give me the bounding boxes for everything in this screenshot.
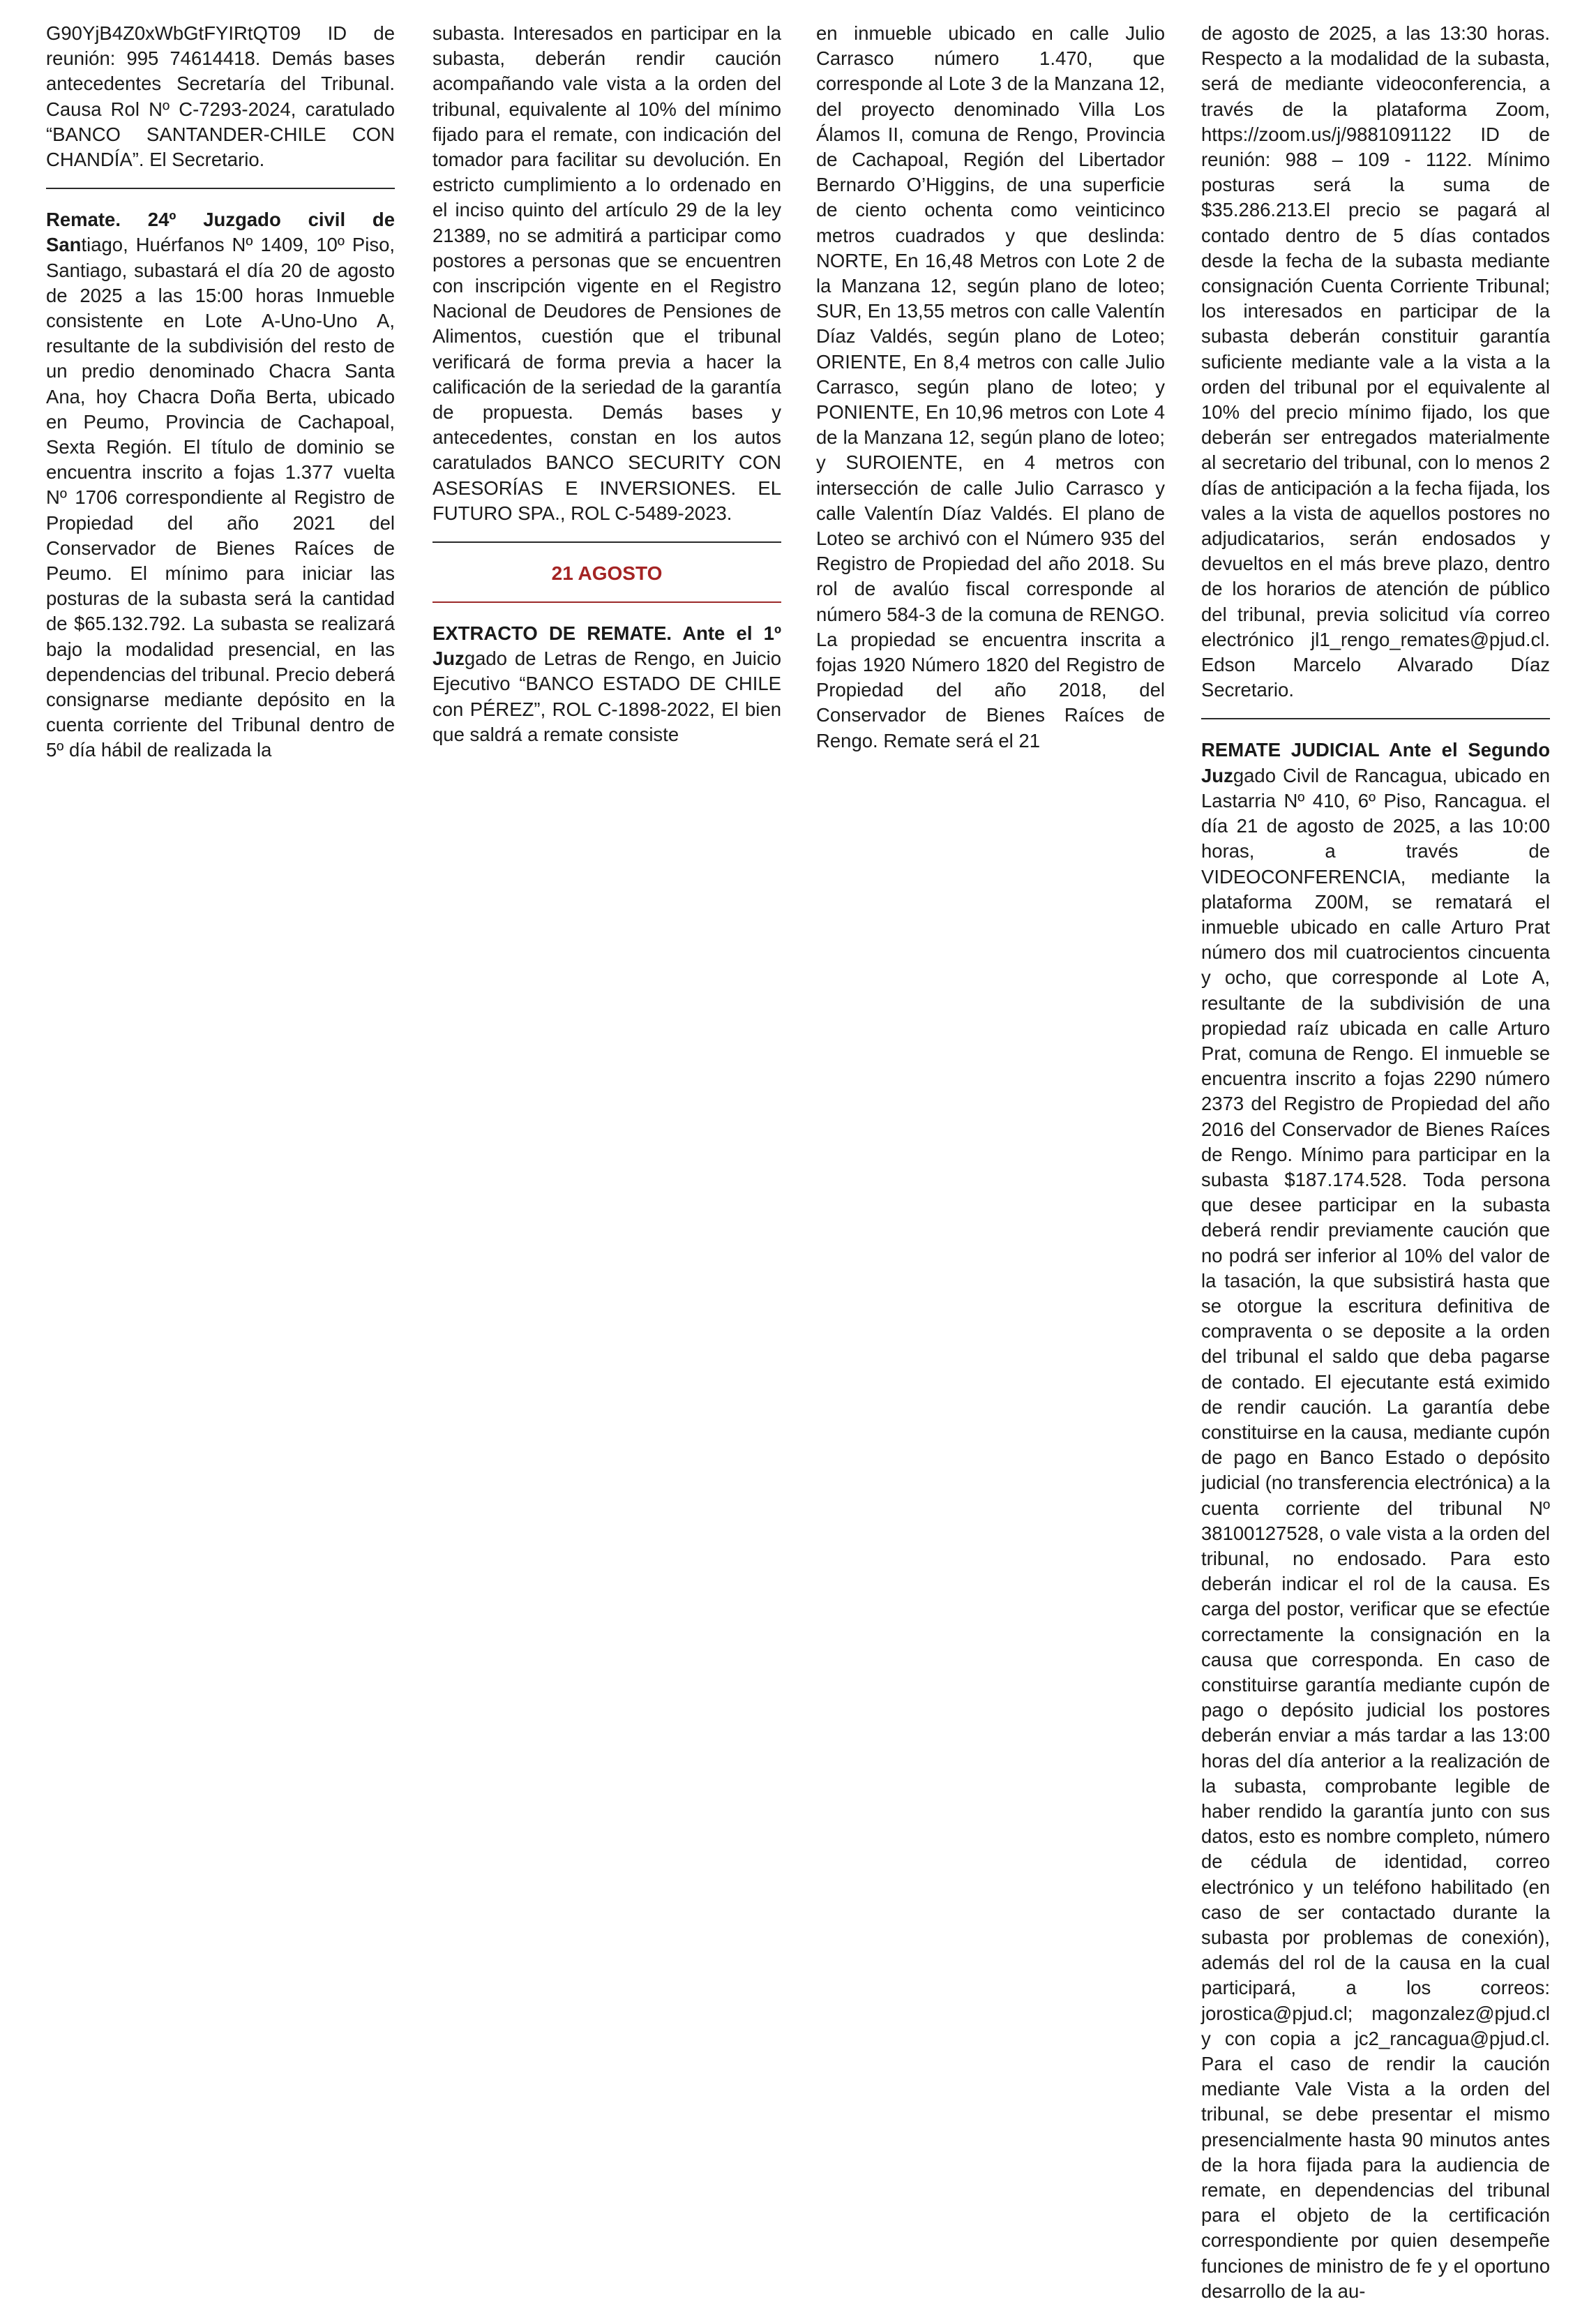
notice-divider xyxy=(1201,718,1550,719)
notice-continuation xyxy=(46,21,395,172)
notice-continuation xyxy=(816,21,1165,754)
notice-remate-24-juzgado xyxy=(46,207,395,763)
section-divider-top xyxy=(432,541,781,543)
notice-continuation xyxy=(432,21,781,526)
column-1 xyxy=(46,21,395,763)
notice-text: gado Civil de Rancagua, ubicado en Lastarria Nº 410, 6º Piso, Rancagua. el día 21 de agosto de 2025, a las 10:00 horas, a través de VIDEOCONFERENCIA, mediante la plataforma Z00M, se rematará el inmueble ubicado en calle Arturo Prat número dos mil cuatrocientos cincuenta y ocho, que corresponde al Lote A, resultante de la subdivisión de una propiedad raíz ubicada en calle Arturo Prat, comuna de Rengo. El inmueble se encuentra inscrito a fojas 2290 número 2373 del Registro de Propiedad del año 2016 del Conservador de Bienes Raíces de Rengo. Mínimo para participar en la subasta $187.174.528. Toda persona que desee participar en la subasta deberá rendir previamente caución que no podrá ser inferior al 10% del valor de la tasación, la que subsistirá hasta que se otorgue la escritura definitiva de compraventa o se deposite a la orden del tribunal el saldo que deba pagarse de contado. El ejecutante está eximido de rendir caución. La garantía debe constituirse en la causa, mediante cupón de pago en Banco Estado o depósito judicial (no transferencia electrónica) a la cuenta corriente del tribunal Nº 38100127528, o vale vista a la orden del tribunal, no endosado. Para esto deberán indicar el rol de la causa. Es carga del postor, verificar que se efectúe correctamente la consignación en la causa que corresponda. En caso de constituirse garantía mediante cupón de pago o depósito judicial los postores deberán enviar a más tardar a las 13:00 horas del día anterior a la realización de la subasta, comprobante legible de haber rendido la garantía junto con sus datos, esto es nombre completo, número de cédula de identidad, correo electrónico y un teléfono habilitado (en caso de ser contactado durante la subasta por problemas de conexión), además del rol de la causa en la cual participará, a los correos: jorostica@pjud.cl; magonzalez@pjud.cl y con copia a jc2_rancagua@pjud.cl. Para el caso de rendir la caución mediante Vale Vista a la orden del tribunal, se debe presentar el mismo presencialmente hasta 90 minutos antes de la hora fijada para la audiencia de remate, en dependencias del tribunal para el objeto de la certificación correspondiente por quien desempeñe funciones de ministro de fe y el oportuno desarrollo de la au- xyxy=(1201,764,1550,2302)
notice-divider xyxy=(46,188,395,189)
notice-extracto-de-remate xyxy=(432,621,781,747)
notice-lead: Remate. 24º Juzgado civil de San xyxy=(46,209,395,256)
notice-text: G90YjB4Z0xWbGtFYIRtQT09 ID de reunión: 995 74614418. Demás bases antecedentes Secretaría del Tribunal. Causa Rol Nº C-7293-2024, caratulado “BANCO SANTANDER-CHILE CON CHANDÍA”. El Secretario. xyxy=(46,22,395,171)
notice-text: gado de Letras de Rengo, en Juicio Ejecutivo “BANCO ESTADO DE CHILE con PÉREZ”, ROL C-1898-2022, El bien que saldrá a remate consiste xyxy=(432,648,781,745)
date-section-heading: 21 AGOSTO xyxy=(551,562,663,585)
notice-lead: REMATE JUDICIAL Ante el Segundo Juz xyxy=(1201,739,1550,786)
notice-continuation xyxy=(1201,21,1550,703)
notice-remate-judicial xyxy=(1201,738,1550,2304)
column-2 xyxy=(432,21,781,747)
notice-text: en inmueble ubicado en calle Julio Carrasco número 1.470, que corresponde al Lote 3 de la Manzana 12, del proyecto denominado Villa Los Álamos II, comuna de Rengo, Provincia de Cachapoal, Región del Libertador Bernardo O’Higgins, de una superficie de ciento ochenta como veinticinco metros cuadrados y que deslinda: NORTE, En 16,48 Metros con Lote 2 de la Manzana 12, según plano de loteo; SUR, En 13,55 metros con calle Valentín Díaz Valdés, según plano de Loteo; ORIENTE, En 8,4 metros con calle Julio Carrasco, según plano de loteo; y PONIENTE, En 10,96 metros con Lote 4 de la Manzana 12, según plano de loteo; y SUROIENTE, en 4 metros con intersección de calle Julio Carrasco y calle Valentín Díaz Valdés. El plano de Loteo se archivó con el Número 935 del Registro de Propiedad del año 2018. Su rol de avalúo fiscal corresponde al número 584-3 de la comuna de RENGO. La propiedad se encuentra inscrita a fojas 1920 Número 1820 del Registro de Propiedad del año 2018, del Conservador de Bienes Raíces de Rengo. Remate será el 21 xyxy=(816,22,1165,751)
column-4 xyxy=(1201,21,1550,2304)
section-divider-bottom xyxy=(432,601,781,603)
notice-text: tiago, Huérfanos Nº 1409, 10º Piso, Santiago, subastará el día 20 de agosto de 2025 a las 15:00 horas Inmueble consistente en Lote A-Uno-Uno A, resultante de la subdivisión del resto de un predio denominado Chacra Santa Ana, hoy Chacra Doña Berta, ubicado en Peumo, Provincia de Cachapoal, Sexta Región. El título de dominio se encuentra inscrito a fojas 1.377 vuelta Nº 1706 correspondiente al Registro de Propiedad del año 2021 del Conservador de Bienes Raíces de Peumo. El mínimo para iniciar las posturas de la subasta será la cantidad de $65.132.792. La subasta se realizará bajo la modalidad presencial, en las dependencias del tribunal. Precio deberá consignarse mediante depósito en la cuenta corriente del Tribunal dentro de 5º día hábil de realizada la xyxy=(46,234,395,761)
notice-lead: EXTRACTO DE REMATE. Ante el 1º Juz xyxy=(432,622,781,670)
notice-text: subasta. Interesados en participar en la subasta, deberán rendir caución acompañando vale vista a la orden del tribunal, equivalente al 10% del mínimo fijado para el remate, con indicación del tomador para facilitar su devolución. En estricto cumplimiento a lo ordenado en el inciso quinto del artículo 29 de la ley 21389, no se admitirá a participar como postores a personas que se encuentren con inscripción vigente en el Registro Nacional de Deudores de Pensiones de Alimentos, cuestión que el tribunal verificará de forma previa a hacer la calificación de la seriedad de la garantía de propuesta. Demás bases y antecedentes, constan en los autos caratulados BANCO SECURITY CON ASESORÍAS E INVERSIONES. EL FUTURO SPA., ROL C-5489-2023. xyxy=(432,22,781,524)
notice-text: de agosto de 2025, a las 13:30 horas. Respecto a la modalidad de la subasta, será de mediante videoconferencia, a través de la plataforma Zoom, https://zoom.us/j/9881091122 ID de reunión: 988 – 109 - 1122. Mínimo posturas será la suma de $35.286.213.El precio se pagará al contado dentro de 5 días contados desde la fecha de la subasta mediante consignación Cuenta Corriente Tribunal; los interesados en participar de la subasta deberán constituir garantía suficiente mediante vale a la vista a la orden del tribunal por el equivalente al 10% del precio mínimo fijado, los que deberán ser entregados materialmente al secretario del tribunal, con lo menos 2 días de anticipación a la fecha fijada, los vales a la vista de aquellos postores no adjudicatarios, serán endosados y devueltos en el más breve plazo, dentro de los horarios de atención de público del tribunal, previa solicitud vía correo electrónico jl1_rengo_remates@pjud.cl. Edson Marcelo Alvarado Díaz Secretario. xyxy=(1201,22,1550,701)
column-3 xyxy=(816,21,1165,754)
